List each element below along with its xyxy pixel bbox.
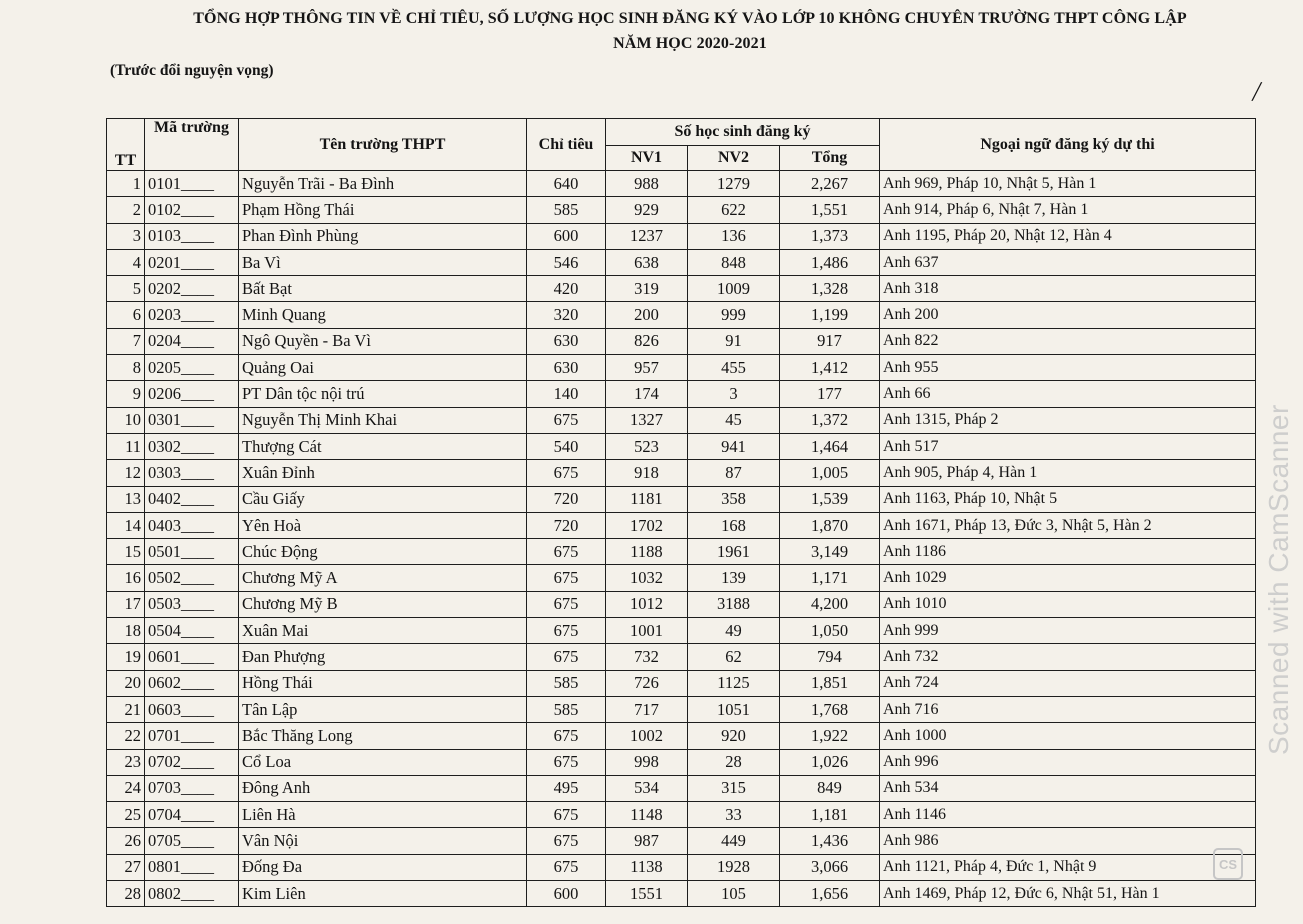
header-language: Ngoại ngữ đăng ký dự thi	[880, 119, 1256, 171]
school-code: 0201____	[145, 249, 239, 275]
row-number: 4	[107, 249, 145, 275]
school-code: 0704____	[145, 802, 239, 828]
total-count: 1,656	[780, 881, 880, 907]
school-code: 0101____	[145, 171, 239, 197]
quota: 675	[527, 460, 606, 486]
header-total: Tổng	[780, 146, 880, 171]
language-registration: Anh 986	[880, 828, 1256, 854]
row-number: 19	[107, 644, 145, 670]
row-number: 2	[107, 197, 145, 223]
table-row	[107, 197, 1256, 223]
table-row	[107, 381, 1256, 407]
quota: 675	[527, 723, 606, 749]
quota: 675	[527, 539, 606, 565]
row-number: 10	[107, 407, 145, 433]
row-number: 15	[107, 539, 145, 565]
header-tt: TT	[107, 119, 145, 171]
language-registration: Anh 716	[880, 696, 1256, 722]
school-name: Cầu Giấy	[239, 486, 527, 512]
row-number: 20	[107, 670, 145, 696]
school-name: Liên Hà	[239, 802, 527, 828]
school-name: Tân Lập	[239, 696, 527, 722]
total-count: 1,539	[780, 486, 880, 512]
total-count: 1,372	[780, 407, 880, 433]
school-name: Quảng Oai	[239, 355, 527, 381]
nv1-count: 1188	[606, 539, 688, 565]
table-row	[107, 433, 1256, 459]
school-code: 0601____	[145, 644, 239, 670]
nv2-count: 358	[688, 486, 780, 512]
nv1-count: 998	[606, 749, 688, 775]
subtitle-note: (Trước đổi nguyện vọng)	[110, 62, 274, 79]
row-number: 12	[107, 460, 145, 486]
nv2-count: 449	[688, 828, 780, 854]
total-count: 1,768	[780, 696, 880, 722]
language-registration: Anh 732	[880, 644, 1256, 670]
row-number: 23	[107, 749, 145, 775]
total-count: 3,149	[780, 539, 880, 565]
total-count: 1,050	[780, 618, 880, 644]
school-code: 0502____	[145, 565, 239, 591]
nv2-count: 136	[688, 223, 780, 249]
table-row	[107, 696, 1256, 722]
document-title	[110, 6, 1270, 56]
school-code: 0703____	[145, 775, 239, 801]
school-name: Chương Mỹ B	[239, 591, 527, 617]
total-count: 1,005	[780, 460, 880, 486]
language-registration: Anh 637	[880, 249, 1256, 275]
nv2-count: 848	[688, 249, 780, 275]
nv2-count: 45	[688, 407, 780, 433]
row-number: 7	[107, 328, 145, 354]
school-name: Chương Mỹ A	[239, 565, 527, 591]
school-name: Kim Liên	[239, 881, 527, 907]
language-registration: Anh 999	[880, 618, 1256, 644]
total-count: 4,200	[780, 591, 880, 617]
school-name: Nguyễn Trãi - Ba Đình	[239, 171, 527, 197]
language-registration: Anh 1671, Pháp 13, Đức 3, Nhật 5, Hàn 2	[880, 512, 1256, 538]
table-row	[107, 591, 1256, 617]
nv1-count: 1032	[606, 565, 688, 591]
nv2-count: 1125	[688, 670, 780, 696]
language-registration: Anh 1121, Pháp 4, Đức 1, Nhật 9	[880, 854, 1256, 880]
nv2-count: 1928	[688, 854, 780, 880]
nv2-count: 315	[688, 775, 780, 801]
camscanner-logo-icon: CS	[1213, 848, 1243, 880]
school-name: Minh Quang	[239, 302, 527, 328]
school-name: Cổ Loa	[239, 749, 527, 775]
nv2-count: 28	[688, 749, 780, 775]
quota: 600	[527, 881, 606, 907]
language-registration: Anh 1315, Pháp 2	[880, 407, 1256, 433]
row-number: 11	[107, 433, 145, 459]
school-code: 0802____	[145, 881, 239, 907]
table-row	[107, 775, 1256, 801]
table-row	[107, 512, 1256, 538]
row-number: 25	[107, 802, 145, 828]
school-code: 0303____	[145, 460, 239, 486]
nv2-count: 87	[688, 460, 780, 486]
school-code: 0705____	[145, 828, 239, 854]
quota: 585	[527, 670, 606, 696]
total-count: 1,181	[780, 802, 880, 828]
table-row	[107, 670, 1256, 696]
table-row	[107, 644, 1256, 670]
school-code: 0102____	[145, 197, 239, 223]
nv2-count: 3	[688, 381, 780, 407]
nv1-count: 1002	[606, 723, 688, 749]
quota: 546	[527, 249, 606, 275]
nv1-count: 200	[606, 302, 688, 328]
table-row	[107, 249, 1256, 275]
quota: 540	[527, 433, 606, 459]
language-registration: Anh 66	[880, 381, 1256, 407]
nv1-count: 726	[606, 670, 688, 696]
nv1-count: 732	[606, 644, 688, 670]
row-number: 8	[107, 355, 145, 381]
row-number: 16	[107, 565, 145, 591]
row-number: 14	[107, 512, 145, 538]
total-count: 1,464	[780, 433, 880, 459]
language-registration: Anh 1186	[880, 539, 1256, 565]
row-number: 3	[107, 223, 145, 249]
school-name: Ngô Quyền - Ba Vì	[239, 328, 527, 354]
total-count: 1,870	[780, 512, 880, 538]
language-registration: Anh 534	[880, 775, 1256, 801]
quota: 140	[527, 381, 606, 407]
nv2-count: 105	[688, 881, 780, 907]
quota: 675	[527, 802, 606, 828]
table-row	[107, 802, 1256, 828]
language-registration: Anh 517	[880, 433, 1256, 459]
nv1-count: 826	[606, 328, 688, 354]
language-registration: Anh 996	[880, 749, 1256, 775]
total-count: 1,851	[780, 670, 880, 696]
school-name: Ba Vì	[239, 249, 527, 275]
school-code: 0504____	[145, 618, 239, 644]
quota: 320	[527, 302, 606, 328]
total-count: 1,026	[780, 749, 880, 775]
row-number: 24	[107, 775, 145, 801]
row-number: 26	[107, 828, 145, 854]
total-count: 3,066	[780, 854, 880, 880]
school-code: 0801____	[145, 854, 239, 880]
school-code: 0204____	[145, 328, 239, 354]
table-row	[107, 355, 1256, 381]
language-registration: Anh 969, Pháp 10, Nhật 5, Hàn 1	[880, 171, 1256, 197]
quota: 630	[527, 355, 606, 381]
language-registration: Anh 1000	[880, 723, 1256, 749]
language-registration: Anh 1469, Pháp 12, Đức 6, Nhật 51, Hàn 1	[880, 881, 1256, 907]
nv2-count: 168	[688, 512, 780, 538]
school-name: PT Dân tộc nội trú	[239, 381, 527, 407]
school-name: Yên Hoà	[239, 512, 527, 538]
table-row	[107, 223, 1256, 249]
school-name: Chúc Động	[239, 539, 527, 565]
quota: 495	[527, 775, 606, 801]
total-count: 1,551	[780, 197, 880, 223]
table-row	[107, 565, 1256, 591]
pen-mark: ╱	[1252, 84, 1262, 101]
school-code: 0701____	[145, 723, 239, 749]
nv1-count: 1138	[606, 854, 688, 880]
quota: 600	[527, 223, 606, 249]
nv2-count: 1961	[688, 539, 780, 565]
nv1-count: 957	[606, 355, 688, 381]
language-registration: Anh 905, Pháp 4, Hàn 1	[880, 460, 1256, 486]
nv2-count: 622	[688, 197, 780, 223]
nv2-count: 999	[688, 302, 780, 328]
school-code: 0503____	[145, 591, 239, 617]
total-count: 917	[780, 328, 880, 354]
row-number: 17	[107, 591, 145, 617]
total-count: 177	[780, 381, 880, 407]
table-row	[107, 723, 1256, 749]
language-registration: Anh 1146	[880, 802, 1256, 828]
row-number: 27	[107, 854, 145, 880]
row-number: 1	[107, 171, 145, 197]
language-registration: Anh 914, Pháp 6, Nhật 7, Hàn 1	[880, 197, 1256, 223]
total-count: 1,373	[780, 223, 880, 249]
quota: 720	[527, 486, 606, 512]
header-nv1: NV1	[606, 146, 688, 171]
school-code: 0602____	[145, 670, 239, 696]
total-count: 1,922	[780, 723, 880, 749]
table-row	[107, 749, 1256, 775]
nv2-count: 139	[688, 565, 780, 591]
nv1-count: 717	[606, 696, 688, 722]
nv1-count: 1148	[606, 802, 688, 828]
school-code: 0206____	[145, 381, 239, 407]
nv2-count: 33	[688, 802, 780, 828]
header-school-code: Mã trường	[145, 119, 239, 171]
row-number: 21	[107, 696, 145, 722]
school-name: Xuân Mai	[239, 618, 527, 644]
row-number: 9	[107, 381, 145, 407]
language-registration: Anh 724	[880, 670, 1256, 696]
table-row	[107, 328, 1256, 354]
school-name: Hồng Thái	[239, 670, 527, 696]
nv1-count: 929	[606, 197, 688, 223]
table-row	[107, 854, 1256, 880]
nv1-count: 1327	[606, 407, 688, 433]
quota: 640	[527, 171, 606, 197]
row-number: 5	[107, 276, 145, 302]
school-code: 0203____	[145, 302, 239, 328]
header-registered: Số học sinh đăng ký	[606, 119, 880, 146]
school-name: Đông Anh	[239, 775, 527, 801]
table-row	[107, 276, 1256, 302]
nv1-count: 638	[606, 249, 688, 275]
nv2-count: 49	[688, 618, 780, 644]
nv1-count: 1237	[606, 223, 688, 249]
nv2-count: 62	[688, 644, 780, 670]
language-registration: Anh 822	[880, 328, 1256, 354]
row-number: 22	[107, 723, 145, 749]
total-count: 1,436	[780, 828, 880, 854]
table-body	[107, 171, 1256, 907]
total-count: 1,171	[780, 565, 880, 591]
table-row	[107, 407, 1256, 433]
total-count: 1,486	[780, 249, 880, 275]
quota: 675	[527, 854, 606, 880]
quota: 675	[527, 644, 606, 670]
nv1-count: 319	[606, 276, 688, 302]
total-count: 1,199	[780, 302, 880, 328]
school-code: 0202____	[145, 276, 239, 302]
language-registration: Anh 1163, Pháp 10, Nhật 5	[880, 486, 1256, 512]
nv2-count: 1051	[688, 696, 780, 722]
title-line-1: TỔNG HỢP THÔNG TIN VỀ CHỈ TIÊU, SỐ LƯỢNG HỌC SINH ĐĂNG KÝ VÀO LỚP 10 KHÔNG CHUYÊN TRƯỜNG THPT CÔNG LẬP	[193, 10, 1187, 27]
quota: 585	[527, 197, 606, 223]
row-number: 13	[107, 486, 145, 512]
total-count: 849	[780, 775, 880, 801]
school-code: 0302____	[145, 433, 239, 459]
school-code: 0402____	[145, 486, 239, 512]
total-count: 1,412	[780, 355, 880, 381]
header-quota: Chỉ tiêu	[527, 119, 606, 171]
quota: 675	[527, 407, 606, 433]
language-registration: Anh 318	[880, 276, 1256, 302]
school-name: Xuân Đỉnh	[239, 460, 527, 486]
nv2-count: 455	[688, 355, 780, 381]
school-name: Đống Đa	[239, 854, 527, 880]
total-count: 2,267	[780, 171, 880, 197]
table-row	[107, 539, 1256, 565]
language-registration: Anh 1029	[880, 565, 1256, 591]
nv2-count: 1279	[688, 171, 780, 197]
total-count: 1,328	[780, 276, 880, 302]
language-registration: Anh 200	[880, 302, 1256, 328]
registration-table	[106, 118, 1256, 907]
table-row	[107, 302, 1256, 328]
language-registration: Anh 1195, Pháp 20, Nhật 12, Hàn 4	[880, 223, 1256, 249]
nv2-count: 3188	[688, 591, 780, 617]
nv1-count: 1001	[606, 618, 688, 644]
nv2-count: 941	[688, 433, 780, 459]
nv1-count: 534	[606, 775, 688, 801]
nv2-count: 1009	[688, 276, 780, 302]
nv1-count: 1702	[606, 512, 688, 538]
language-registration: Anh 955	[880, 355, 1256, 381]
school-name: Nguyễn Thị Minh Khai	[239, 407, 527, 433]
quota: 675	[527, 828, 606, 854]
quota: 675	[527, 565, 606, 591]
nv1-count: 918	[606, 460, 688, 486]
quota: 630	[527, 328, 606, 354]
school-code: 0702____	[145, 749, 239, 775]
nv1-count: 174	[606, 381, 688, 407]
nv1-count: 1012	[606, 591, 688, 617]
total-count: 794	[780, 644, 880, 670]
school-name: Bắc Thăng Long	[239, 723, 527, 749]
school-code: 0205____	[145, 355, 239, 381]
row-number: 6	[107, 302, 145, 328]
camscanner-watermark: Scanned with CamScanner	[1263, 404, 1294, 755]
nv1-count: 1551	[606, 881, 688, 907]
nv2-count: 920	[688, 723, 780, 749]
row-number: 28	[107, 881, 145, 907]
quota: 675	[527, 749, 606, 775]
table-row	[107, 828, 1256, 854]
quota: 675	[527, 618, 606, 644]
quota: 585	[527, 696, 606, 722]
language-registration: Anh 1010	[880, 591, 1256, 617]
school-code: 0301____	[145, 407, 239, 433]
school-name: Đan Phượng	[239, 644, 527, 670]
school-code: 0403____	[145, 512, 239, 538]
quota: 720	[527, 512, 606, 538]
header-school-name: Tên trường THPT	[239, 119, 527, 171]
table-row	[107, 171, 1256, 197]
nv1-count: 523	[606, 433, 688, 459]
school-name: Phan Đình Phùng	[239, 223, 527, 249]
school-name: Vân Nội	[239, 828, 527, 854]
table-row	[107, 618, 1256, 644]
school-name: Bất Bạt	[239, 276, 527, 302]
quota: 675	[527, 591, 606, 617]
header-nv2: NV2	[688, 146, 780, 171]
title-line-2: NĂM HỌC 2020-2021	[613, 35, 767, 52]
school-name: Phạm Hồng Thái	[239, 197, 527, 223]
table-row	[107, 881, 1256, 907]
nv2-count: 91	[688, 328, 780, 354]
nv1-count: 987	[606, 828, 688, 854]
table-row	[107, 460, 1256, 486]
school-name: Thượng Cát	[239, 433, 527, 459]
nv1-count: 1181	[606, 486, 688, 512]
nv1-count: 988	[606, 171, 688, 197]
row-number: 18	[107, 618, 145, 644]
table-row	[107, 486, 1256, 512]
school-code: 0501____	[145, 539, 239, 565]
school-code: 0603____	[145, 696, 239, 722]
school-code: 0103____	[145, 223, 239, 249]
quota: 420	[527, 276, 606, 302]
